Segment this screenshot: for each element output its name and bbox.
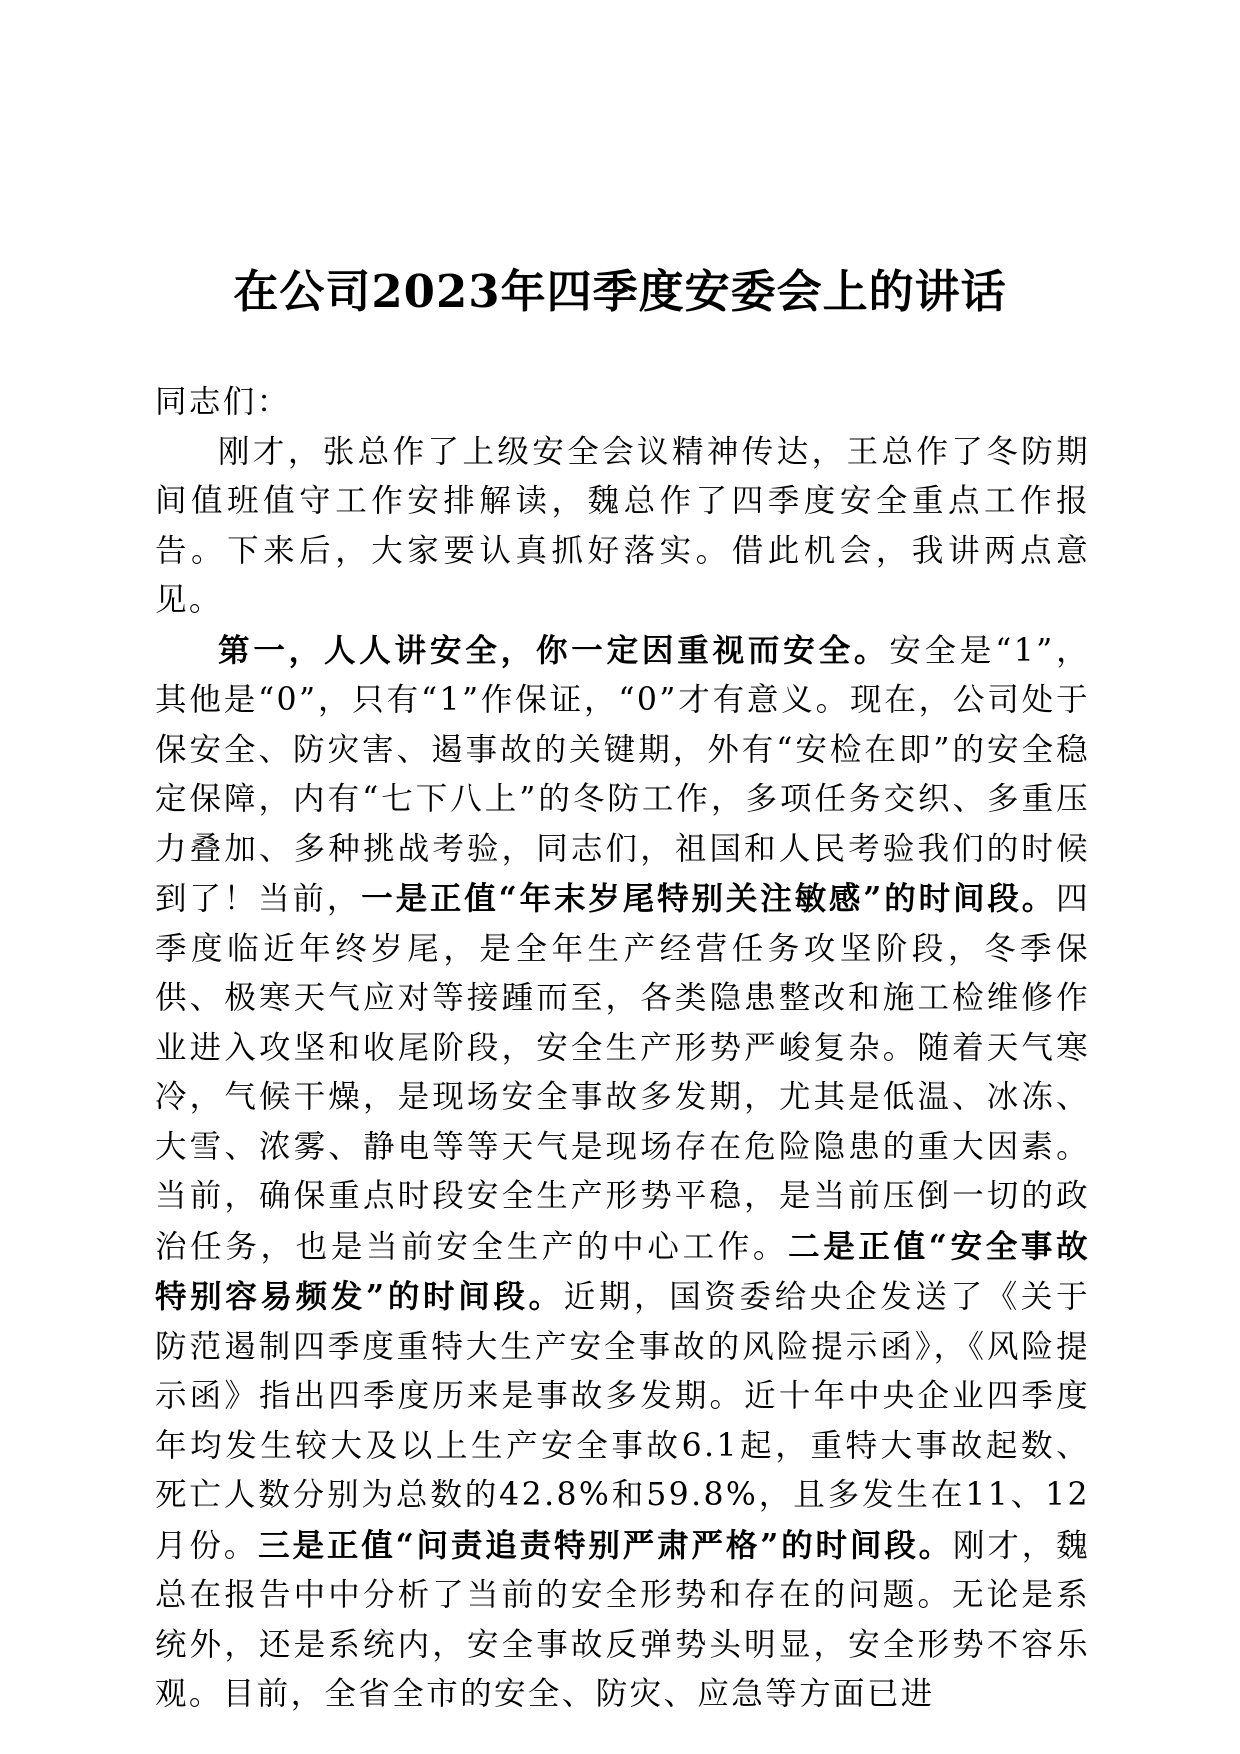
paragraph-opening: 刚才，张总作了上级安全会议精神传达，王总作了冬防期间值班值守工作安排解读，魏总作了四季度安全重点工作报告。下来后，大家要认真抓好落实。借此机会，我讲两点意见。: [155, 433, 1090, 618]
salutation: 同志们：: [155, 384, 291, 420]
paragraph-text: 安全是“1”，其他是“0”，只有“1”作保证，“0”才有意义。现在，公司处于保安全、防灾害、遏事故的关键期，外有“安检在即”的安全稳定保障，内有“七下八上”的冬防工作，多项任务交织、多重压力叠加、多种挑战考验，同志们，祖国和人民考验我们的时候到了！当前，: [155, 632, 1090, 917]
subpoint-heading-one: 一是正值“年末岁尾特别关注敏感”的时间段。: [361, 880, 1057, 917]
paragraph-text: 四季度临近年终岁尾，是全年生产经营任务攻坚阶段，冬季保供、极寒天气应对等接踵而至，各类隐患整改和施工检维修作业进入攻坚和收尾阶段，安全生产形势严峻复杂。随着天气寒冷，气候干燥，是现场安全事故多发期，尤其是低温、冰冻、大雪、浓雾、静电等等天气是现场存在危险隐患的重大因素。当前，确保重点时段安全生产形势平稳，是当前压倒一切的政治任务，也是当前安全生产的中心工作。: [155, 881, 1091, 1265]
section-heading-first: 第一，人人讲安全，你一定因重视而安全。: [218, 631, 890, 669]
paragraph-text: 刚才，魏总在报告中中分析了当前的安全形势和存在的问题。无论是系统外，还是系统内，安全事故反弹势头明显，安全形势不容乐观。目前，全省全市的安全、防灾、应急等方面已进: [155, 1527, 1091, 1712]
subpoint-heading-three: 三是正值“问责追责特别严肃严格”的时间段。: [258, 1526, 954, 1564]
subpoint-heading-two: 二是正值“安全事故特别容易频发”的时间段。: [155, 1227, 1090, 1315]
paragraph-text: 近期，国资委给央企发送了《关于防范遏制四季度重特大生产安全事故的风险提示函》，《风险提示函》指出四季度历来是事故多发期。近十年中央企业四季度年均发生较大及以上生产安全事故6.1起，重特大事故起数、死亡人数分别为总数的42.8%和59.8%，且多发生在11、12月份。: [155, 1279, 1090, 1564]
page-title: 在公司2023年四季度安委会上的讲话: [233, 265, 1007, 319]
paragraph-point-one: [155, 626, 1090, 1720]
speech-body: [155, 378, 1090, 1720]
